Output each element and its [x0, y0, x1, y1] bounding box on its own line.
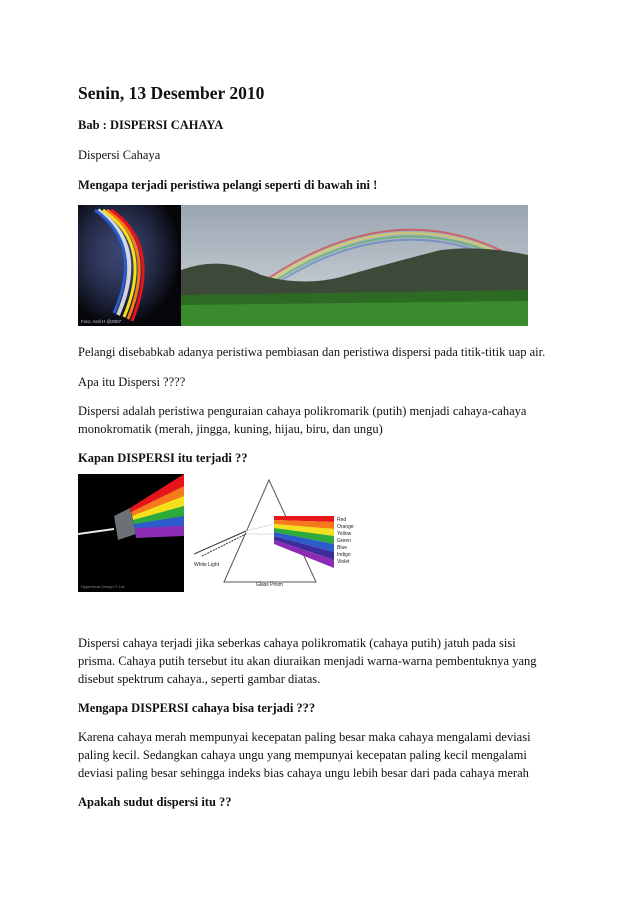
- label-green: Green: [337, 538, 351, 544]
- label-white-light: White Light: [194, 562, 220, 568]
- question-rainbow: Mengapa terjadi peristiwa pelangi seperti di bawah ini !: [78, 178, 378, 192]
- label-violet: Violet: [337, 559, 350, 565]
- photo-caption: Foto: Astil H @2007: [81, 319, 122, 324]
- paragraph-rainbow: Pelangi disebabkab adanya peristiwa pembiasan dan peristiwa dispersi pada titik-titik uap air.: [78, 345, 546, 359]
- label-yellow: Yellow: [337, 531, 352, 537]
- paragraph-why-line-3: deviasi paling besar sehingga indeks bias cahaya ungu lebih besar dari pada cahaya merah: [78, 766, 529, 780]
- prism-photo: [78, 474, 184, 592]
- paragraph-when-line-3: disebut spektrum cahaya., seperti gambar diatas.: [78, 672, 321, 686]
- chapter-heading: Bab : DISPERSI CAHAYA: [78, 118, 224, 132]
- paragraph-why-line-2: paling kecil. Sedangkan cahaya ungu yang mempunyai kecepatan paling kecil mengalami: [78, 748, 527, 762]
- question-why-dispersion: Mengapa DISPERSI cahaya bisa terjadi ???: [78, 701, 316, 715]
- paragraph-definition-line-2: monokromatik (merah, jingga, kuning, hijau, biru, dan ungu): [78, 422, 383, 436]
- paragraph-when-line-1: Dispersi cahaya terjadi jika seberkas cahaya polikromatik (cahaya putih) jatuh pada sisi: [78, 636, 516, 650]
- subtitle: Dispersi Cahaya: [78, 148, 161, 162]
- prism-photo-caption: Hyperfocal Design © Ltd: [81, 584, 125, 589]
- paragraph-definition-line-1: Dispersi adalah peristiwa penguraian cahaya polikromarik (putih) menjadi cahaya-cahaya: [78, 404, 527, 418]
- landscape-rainbow-photo: [181, 205, 528, 326]
- prism-diagram: [194, 474, 394, 592]
- label-indigo: Indigo: [337, 552, 351, 558]
- rainbow-prism-photo: [78, 205, 181, 326]
- label-blue: Blue: [337, 545, 348, 551]
- question-dispersion-angle: Apakah sudut dispersi itu ??: [78, 795, 232, 809]
- paragraph-when-line-2: prisma. Cahaya putih tersebut itu akan diuraikan menjadi warna-warna pembentuknya yang: [78, 654, 537, 668]
- paragraph-why-line-1: Karena cahaya merah mempunyai kecepatan paling besar maka cahaya mengalami deviasi: [78, 730, 531, 744]
- post-date-title: Senin, 13 Desember 2010: [78, 83, 265, 103]
- label-glass-prism: Glass Prism: [256, 582, 283, 588]
- label-orange: Orange: [337, 524, 354, 530]
- question-what-dispersion: Apa itu Dispersi ????: [78, 375, 186, 389]
- question-when-dispersion: Kapan DISPERSI itu terjadi ??: [78, 451, 248, 465]
- label-red: Red: [337, 517, 347, 523]
